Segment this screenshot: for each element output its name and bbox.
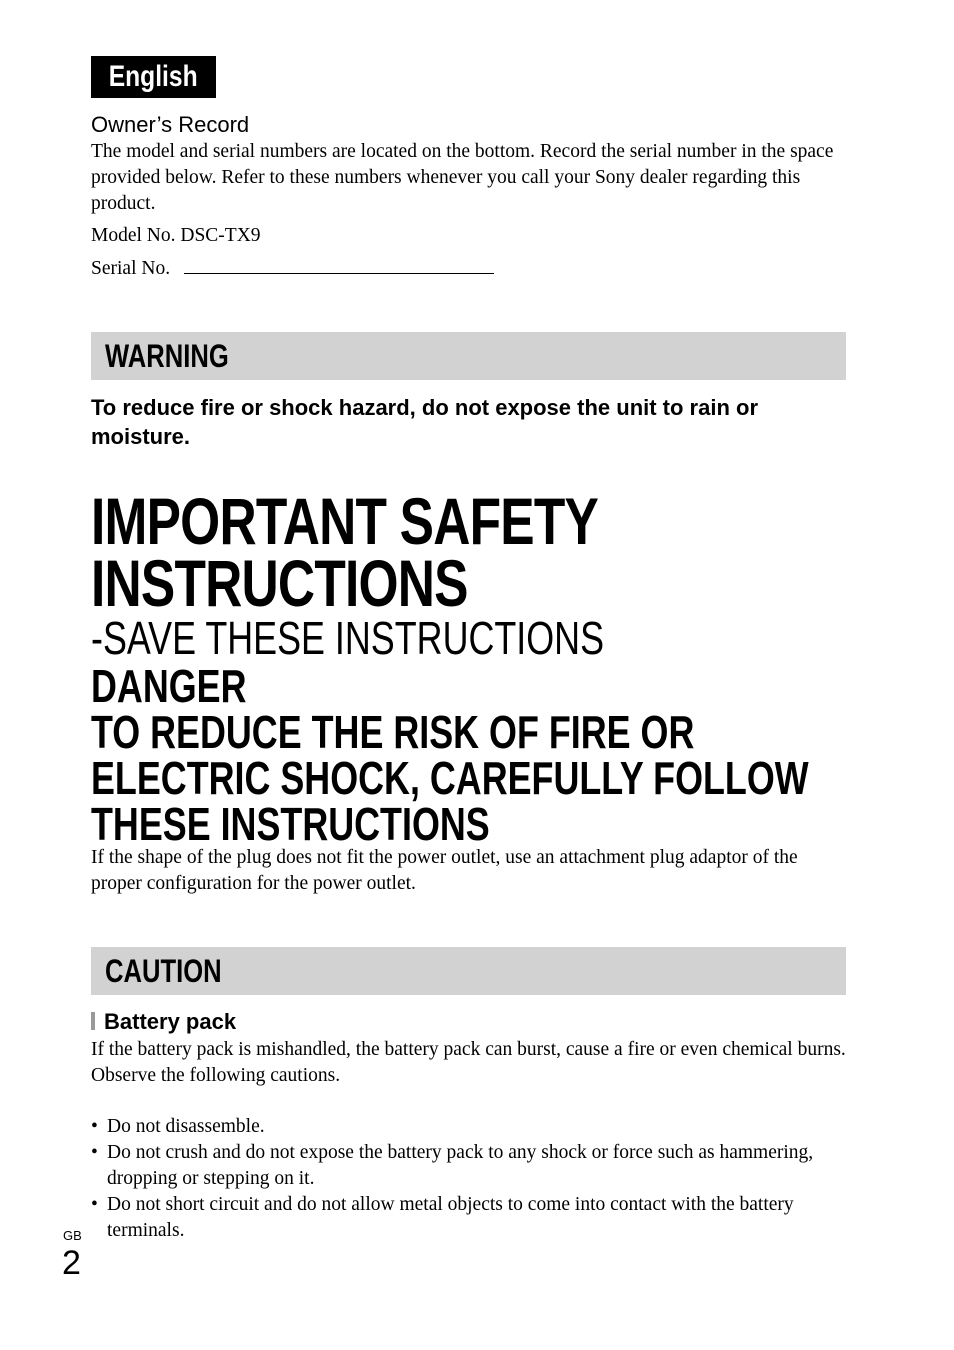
danger-line-2: ELECTRIC SHOCK, CAREFULLY FOLLOW xyxy=(91,752,809,804)
battery-intro: If the battery pack is mishandled, the battery pack can burst, cause a fire or even chemical burns. Observe the following cautions. xyxy=(91,1039,846,1086)
warning-band xyxy=(91,332,846,380)
caution-heading: CAUTION xyxy=(105,953,222,989)
danger-block xyxy=(91,660,809,850)
subheading-bar-icon xyxy=(91,1012,95,1030)
serial-number-label: Serial No. xyxy=(91,258,171,279)
owners-record-title: Owner’s Record xyxy=(91,112,250,137)
page-number: 2 xyxy=(62,1244,81,1282)
list-item: • Do not disassemble. xyxy=(91,1114,851,1140)
danger-line-3: THESE INSTRUCTIONS xyxy=(91,798,490,850)
battery-caution-list xyxy=(91,1114,851,1244)
serial-number-blank xyxy=(184,255,494,274)
warning-text: To reduce fire or shock hazard, do not expose the unit to rain or moisture. xyxy=(91,395,759,449)
safety-title-line-1: IMPORTANT SAFETY xyxy=(91,484,599,558)
caution-band xyxy=(91,947,846,995)
danger-line-1: TO REDUCE THE RISK OF FIRE OR xyxy=(91,706,695,758)
model-number: Model No. DSC-TX9 xyxy=(91,225,261,246)
warning-heading: WARNING xyxy=(105,338,229,374)
safety-title-line-2: INSTRUCTIONS xyxy=(91,546,468,620)
safety-title xyxy=(91,484,599,620)
plug-paragraph: If the shape of the plug does not fit the power outlet, use an attachment plug adaptor of the proper configuration for the power outlet. xyxy=(91,847,798,894)
language-tab-label: English xyxy=(109,60,198,93)
list-item: • Do not short circuit and do not allow metal objects to come into contact with the battery terminals. xyxy=(91,1192,851,1244)
language-tab xyxy=(91,56,216,98)
danger-heading: DANGER xyxy=(91,660,247,712)
list-item: • Do not crush and do not expose the battery pack to any shock or force such as hammering, dropping or stepping on it. xyxy=(91,1140,851,1192)
serial-number-row xyxy=(91,255,851,282)
save-instructions-line: -SAVE THESE INSTRUCTIONS xyxy=(91,612,605,664)
owners-record-paragraph: The model and serial numbers are located on the bottom. Record the serial number in the space provided below. Refer to these numbers whenever you call your Sony dealer regarding this product. xyxy=(91,141,834,214)
region-code: GB xyxy=(63,1228,82,1243)
battery-pack-heading xyxy=(91,1009,236,1035)
battery-pack-heading-label: Battery pack xyxy=(104,1009,237,1034)
